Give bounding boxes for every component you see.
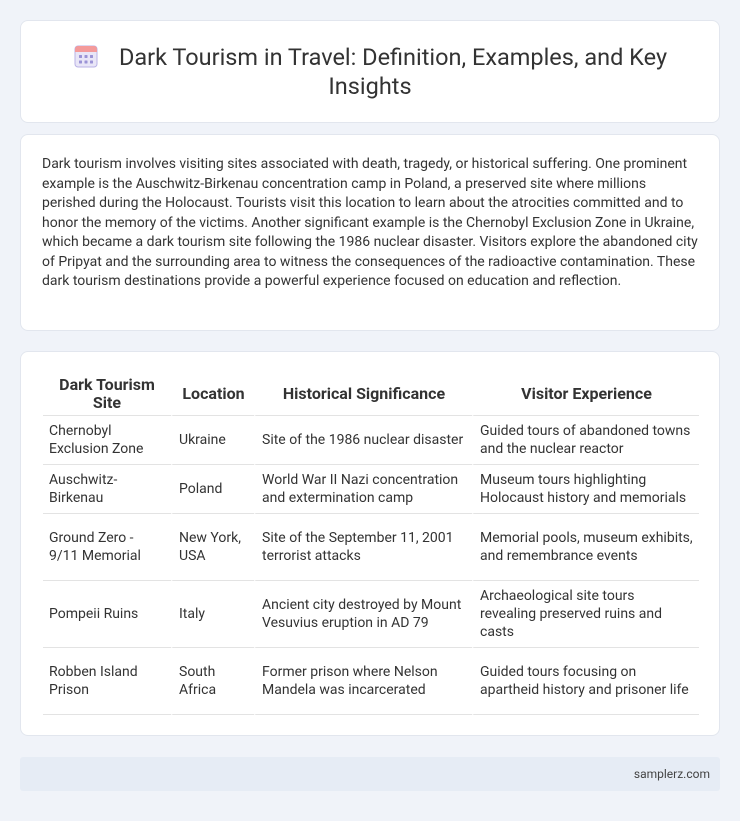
cell-significance: Ancient city destroyed by Mount Vesuvius eruption in AD 79 — [254, 581, 472, 648]
cell-site: Pompeii Ruins — [43, 581, 171, 648]
header-experience: Visitor Experience — [472, 372, 699, 416]
cell-site: Robben Island Prison — [43, 648, 171, 715]
table-row — [43, 581, 699, 648]
intro-paragraph: Dark tourism involves visiting sites associated with death, tragedy, or historical suffering. One prominent example is the Auschwitz-Birkenau concentration camp in Poland, a preserved site where millions perished during the Holocaust. Tourists visit this location to learn about the atrocities committed and to honor the memory of the victims. Another significant example is the Chernobyl Exclusion Zone in Ukraine, which became a dark tourism site following the 1986 nuclear disaster. Visitors explore the abandoned city of Pripyat and the surrounding area to witness the consequences of the radioactive contamination. These dark tourism destinations provide a powerful experience focused on education and reflection. — [42, 156, 698, 289]
header-significance: Historical Significance — [254, 372, 472, 416]
header-card — [20, 20, 720, 123]
footer — [20, 757, 720, 791]
page-title-wrap — [61, 43, 679, 101]
cell-significance: Site of the 1986 nuclear disaster — [254, 416, 472, 465]
cell-location: Italy — [171, 581, 254, 648]
cell-significance: Site of the September 11, 2001 terrorist attacks — [254, 514, 472, 581]
cell-location: Poland — [171, 465, 254, 514]
cell-experience: Guided tours of abandoned towns and the nuclear reactor — [472, 416, 699, 465]
cell-significance: Former prison where Nelson Mandela was incarcerated — [254, 648, 472, 715]
cell-experience: Memorial pools, museum exhibits, and remembrance events — [472, 514, 699, 581]
cell-experience: Guided tours focusing on apartheid history and prisoner life — [472, 648, 699, 715]
cell-site: Chernobyl Exclusion Zone — [43, 416, 171, 465]
cell-site: Ground Zero - 9/11 Memorial — [43, 514, 171, 581]
cell-location: Ukraine — [171, 416, 254, 465]
table-row — [43, 465, 699, 514]
table-header-row — [43, 372, 699, 416]
table-row — [43, 648, 699, 715]
cell-experience: Museum tours highlighting Holocaust history and memorials — [472, 465, 699, 514]
table-row — [43, 514, 699, 581]
header-site: Dark Tourism Site — [43, 372, 171, 416]
header-location: Location — [171, 372, 254, 416]
calendar-icon — [73, 43, 99, 69]
page-title: Dark Tourism in Travel: Definition, Examples, and Key Insights — [118, 42, 668, 100]
cell-significance: World War II Nazi concentration and extermination camp — [254, 465, 472, 514]
table-card — [20, 351, 720, 736]
cell-experience: Archaeological site tours revealing preserved ruins and casts — [472, 581, 699, 648]
intro-card — [20, 134, 720, 331]
cell-site: Auschwitz-Birkenau — [43, 465, 171, 514]
cell-location: New York, USA — [171, 514, 254, 581]
table-row — [43, 416, 699, 465]
footer-site-link[interactable]: samplerz.com — [633, 767, 710, 781]
dark-tourism-table — [43, 372, 699, 715]
cell-location: South Africa — [171, 648, 254, 715]
